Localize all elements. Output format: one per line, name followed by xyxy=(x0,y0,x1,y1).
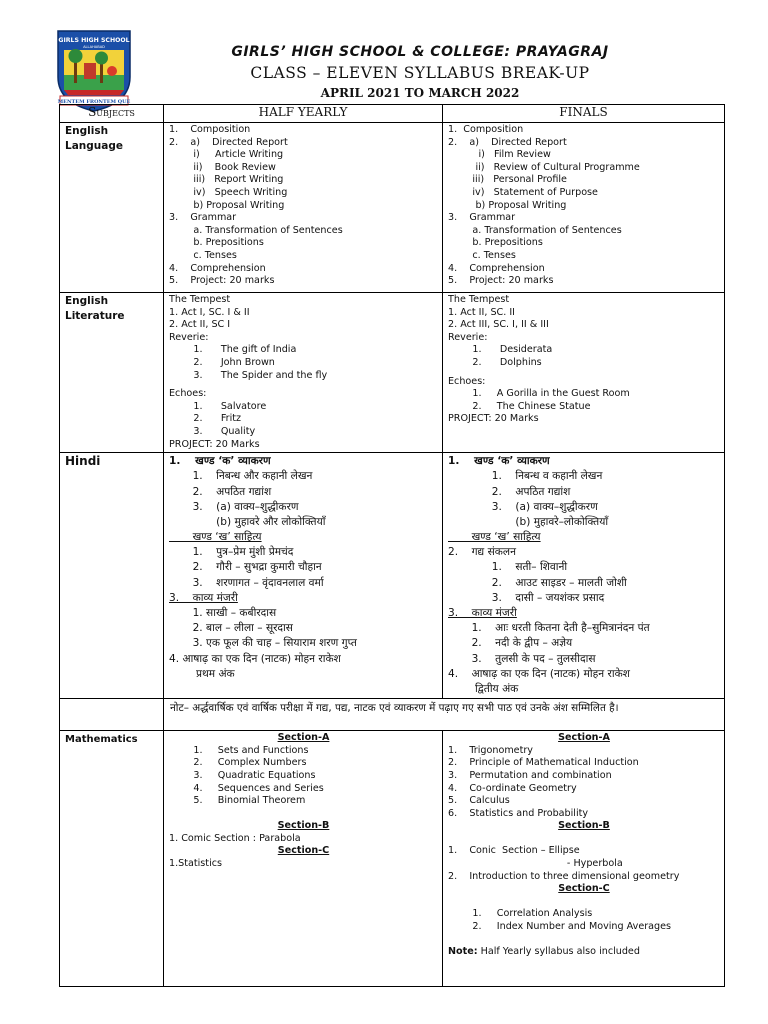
syllabus-table xyxy=(59,104,725,987)
syllabus-line: 2. a) Directed Report xyxy=(448,136,567,148)
hindi-line: 2. अपठित गद्यांश xyxy=(448,485,571,498)
spacer xyxy=(448,934,720,947)
syllabus-line: 6. Statistics and Probability xyxy=(448,807,589,819)
spacer xyxy=(169,808,438,821)
hindi-line: 1. सती– शिवानी xyxy=(448,561,568,574)
syllabus-line: 5. Calculus xyxy=(448,795,510,807)
hindi-line: 3. शरणागत – वृंदावनलाल वर्मा xyxy=(169,576,324,589)
syllabus-line: 4. Comprehension xyxy=(448,262,545,274)
page-header xyxy=(0,0,768,104)
syllabus-line: 1. Correlation Analysis xyxy=(448,908,593,920)
hindi-line: 1. साखी – कबीरदास xyxy=(169,607,277,619)
table-row-hindi xyxy=(60,453,725,699)
syllabus-line: 2. Principle of Mathematical Induction xyxy=(448,757,639,769)
syllabus-line: iv) Speech Writing xyxy=(169,186,288,198)
syllabus-line: 2. Complex Numbers xyxy=(169,757,307,769)
syllabus-line: 1. Act I, SC. I & II xyxy=(169,306,250,318)
hindi-line: 3. काव्य मंजरी xyxy=(169,591,238,604)
column-header-finals: FINALS xyxy=(443,105,725,123)
syllabus-line: b. Prepositions xyxy=(448,237,543,249)
hindi-line: खण्ड ‘ख’ साहित्य xyxy=(448,531,541,544)
syllabus-line: ii) Book Review xyxy=(169,161,276,173)
syllabus-line: 2. Fritz xyxy=(169,413,242,425)
syllabus-line: 1. Act II, SC. II xyxy=(448,306,515,318)
syllabus-line: 2. Index Number and Moving Averages xyxy=(448,921,672,933)
syllabus-line: 5. Binomial Theorem xyxy=(169,795,306,807)
hindi-line: 2. नदी के द्वीप – अज्ञेय xyxy=(448,637,573,650)
subject-name-line: Mathematics xyxy=(65,734,138,746)
hindi-line: 2. गद्य संकलन xyxy=(448,546,516,559)
subject-name-line: Hindi xyxy=(65,454,101,469)
hindi-line: 1. निबन्ध व कहानी लेखन xyxy=(448,470,603,483)
half-yearly-cell xyxy=(164,453,443,699)
school-crest-logo xyxy=(54,27,134,113)
syllabus-line: 3. Quadratic Equations xyxy=(169,769,316,781)
syllabus-line: 1. Trigonometry xyxy=(448,744,533,756)
syllabus-line: c. Tenses xyxy=(169,249,237,261)
syllabus-line: Echoes: xyxy=(169,388,207,400)
spacer xyxy=(448,833,720,846)
subject-cell xyxy=(60,123,164,293)
hindi-line: 1. निबन्ध और कहानी लेखन xyxy=(169,470,313,483)
hindi-line: 2. बाल – लीला – सूरदास xyxy=(169,622,293,635)
hindi-line: 3. दासी – जयशंकर प्रसाद xyxy=(448,591,605,604)
syllabus-line: 1. Desiderata xyxy=(448,344,553,356)
subject-cell xyxy=(60,731,164,987)
table-row-english-language xyxy=(60,123,725,293)
syllabus-line: a. Transformation of Sentences xyxy=(448,224,622,236)
syllabus-line: 2. John Brown xyxy=(169,356,275,368)
hindi-line: 1. खण्ड ‘क’ व्याकरण xyxy=(448,455,550,468)
hindi-line: 2. आउट साइडर – मालती जोशी xyxy=(448,576,627,589)
syllabus-line: 3. Grammar xyxy=(169,212,237,224)
subject-name-line: English xyxy=(65,295,109,307)
note-text: Half Yearly syllabus also included xyxy=(477,946,640,958)
hindi-note: नोट– अर्द्धवार्षिक एवं वार्षिक परीक्षा में गद्य, पद्य, नाटक एवं व्याकरण में पढ़ाए गए सभी पाठ एवं उनके अंश सम्मिलित है। xyxy=(164,699,725,731)
syllabus-line: 3. Quality xyxy=(169,425,256,437)
syllabus-line: 1. The gift of India xyxy=(169,344,297,356)
table-row-hindi-note xyxy=(60,699,725,731)
syllabus-line: 2. a) Directed Report xyxy=(169,136,288,148)
syllabus-line: 3. Permutation and combination xyxy=(448,769,612,781)
logo-motto: MENTEM FRONTEM QUE xyxy=(57,99,131,105)
finals-cell xyxy=(443,453,725,699)
syllabus-line: 1. Composition xyxy=(169,124,251,135)
subject-name-line: Language xyxy=(65,140,123,152)
section-b-heading: Section-B xyxy=(558,820,610,832)
syllabus-line: 1. Sets and Functions xyxy=(169,744,309,756)
finals-cell xyxy=(443,731,725,987)
syllabus-line: 2. Act II, SC I xyxy=(169,319,231,331)
syllabus-line: b) Proposal Writing xyxy=(448,199,567,211)
syllabus-line: iii) Personal Profile xyxy=(448,174,567,186)
syllabus-line: ii) Review of Cultural Programme xyxy=(448,161,640,173)
syllabus-line: b) Proposal Writing xyxy=(169,199,285,211)
syllabus-line: b. Prepositions xyxy=(169,237,264,249)
finals-cell xyxy=(443,123,725,293)
hindi-line: 3. (a) वाक्य–शुद्धीकरण xyxy=(448,500,598,513)
hindi-line: खण्ड ‘ख’ साहित्य xyxy=(169,531,262,544)
syllabus-line: - Hyperbola xyxy=(448,858,623,870)
table-row-mathematics xyxy=(60,731,725,987)
logo-sub-text: ALLAHABAD xyxy=(83,45,105,49)
syllabus-line: iv) Statement of Purpose xyxy=(448,186,598,198)
hindi-line: (b) मुहावरे और लोकोक्तियाँ xyxy=(169,515,326,528)
note-label: Note: xyxy=(448,946,478,958)
hindi-line: 3. एक फूल की चाह – सियाराम शरण गुप्त xyxy=(169,637,357,650)
section-a-heading: Section-A xyxy=(558,732,610,744)
table-header-row xyxy=(60,105,725,123)
syllabus-line: 2. Dolphins xyxy=(448,356,542,368)
syllabus-line: The Tempest xyxy=(169,294,231,305)
hindi-line: 4. आषाढ़ का एक दिन (नाटक) मोहन राकेश xyxy=(169,652,341,665)
syllabus-line: 2. Act III, SC. I, II & III xyxy=(448,319,549,331)
hindi-line: (b) मुहावरे–लोकोक्तियाँ xyxy=(448,515,609,528)
syllabus-line: a. Transformation of Sentences xyxy=(169,224,343,236)
column-header-subjects: Subjects xyxy=(60,105,164,123)
hindi-line: प्रथम अंक xyxy=(169,667,235,680)
syllabus-line: 1. Conic Section – Ellipse xyxy=(448,845,580,857)
syllabus-line: Reverie: xyxy=(169,331,209,343)
empty-subject-cell xyxy=(60,699,164,731)
subject-cell xyxy=(60,293,164,453)
syllabus-line: 4. Co-ordinate Geometry xyxy=(448,782,577,794)
syllabus-line: 1. Comic Section : Parabola xyxy=(169,832,301,844)
syllabus-line: 5. Project: 20 marks xyxy=(169,275,275,287)
hindi-line: 3. (a) वाक्य–शुद्धीकरण xyxy=(169,500,299,513)
syllabus-line: i) Film Review xyxy=(448,149,551,161)
syllabus-line: i) Article Writing xyxy=(169,149,284,161)
syllabus-line: 4. Comprehension xyxy=(169,262,266,274)
syllabus-line: 1.Statistics xyxy=(169,858,223,870)
section-c-heading: Section-C xyxy=(558,883,610,895)
syllabus-line: 2. The Chinese Statue xyxy=(448,400,591,412)
subject-cell xyxy=(60,453,164,699)
hindi-line: 1. पुत्र–प्रेम मुंशी प्रेमचंद xyxy=(169,546,294,559)
subject-name-line: Literature xyxy=(65,310,125,322)
syllabus-line: c. Tenses xyxy=(448,249,516,261)
syllabus-line: PROJECT: 20 Marks xyxy=(169,438,260,450)
syllabus-line: iii) Report Writing xyxy=(169,174,284,186)
hindi-line: 2. गौरी – सुभद्रा कुमारी चौहान xyxy=(169,561,322,574)
hindi-line: 1. खण्ड ‘क’ व्याकरण xyxy=(169,455,271,468)
hindi-line: 3. तुलसी के पद – तुलसीदास xyxy=(448,652,596,665)
section-b-heading: Section-B xyxy=(277,820,330,832)
half-yearly-cell xyxy=(164,123,443,293)
finals-note xyxy=(448,946,720,959)
hindi-line: 1. आः धरती कितना देती है–सुमित्रानंदन पंत xyxy=(448,622,650,635)
hindi-line: द्वितीय अंक xyxy=(448,682,519,695)
class-title: CLASS – ELEVEN SYLLABUS BREAK-UP xyxy=(250,64,590,82)
school-name: GIRLS’ HIGH SCHOOL & COLLEGE: PRAYAGRAJ xyxy=(231,44,609,60)
hindi-line: 3. काव्य मंजरी xyxy=(448,607,517,619)
syllabus-line: 3. The Spider and the fly xyxy=(169,369,328,381)
syllabus-line: 5. Project: 20 marks xyxy=(448,275,554,287)
spacer xyxy=(448,896,720,909)
table-row-english-literature xyxy=(60,293,725,453)
syllabus-line: 1. Composition xyxy=(448,124,524,135)
half-yearly-cell xyxy=(164,293,443,453)
syllabus-line: 1. A Gorilla in the Guest Room xyxy=(448,388,630,400)
subject-name-line: English xyxy=(65,125,109,137)
syllabus-line: 3. Grammar xyxy=(448,212,516,224)
logo-top-text: GIRLS HIGH SCHOOL xyxy=(58,37,130,44)
column-header-half-yearly: HALF YEARLY xyxy=(164,105,443,123)
hindi-line: 2. अपठित गद्यांश xyxy=(169,485,272,498)
syllabus-line: 2. Introduction to three dimensional geometry xyxy=(448,870,680,882)
session-period: APRIL 2021 TO MARCH 2022 xyxy=(320,86,520,100)
section-a-heading: Section-A xyxy=(277,732,330,744)
syllabus-line: Reverie: xyxy=(448,331,488,343)
finals-cell xyxy=(443,293,725,453)
section-c-heading: Section-C xyxy=(277,845,330,857)
half-yearly-cell xyxy=(164,731,443,987)
hindi-line: 4. आषाढ़ का एक दिन (नाटक) मोहन राकेश xyxy=(448,667,630,680)
syllabus-line: Echoes: xyxy=(448,375,486,387)
syllabus-line: The Tempest xyxy=(448,294,510,305)
syllabus-line: PROJECT: 20 Marks xyxy=(448,413,539,425)
syllabus-line: 1. Salvatore xyxy=(169,400,267,412)
syllabus-line: 4. Sequences and Series xyxy=(169,782,324,794)
